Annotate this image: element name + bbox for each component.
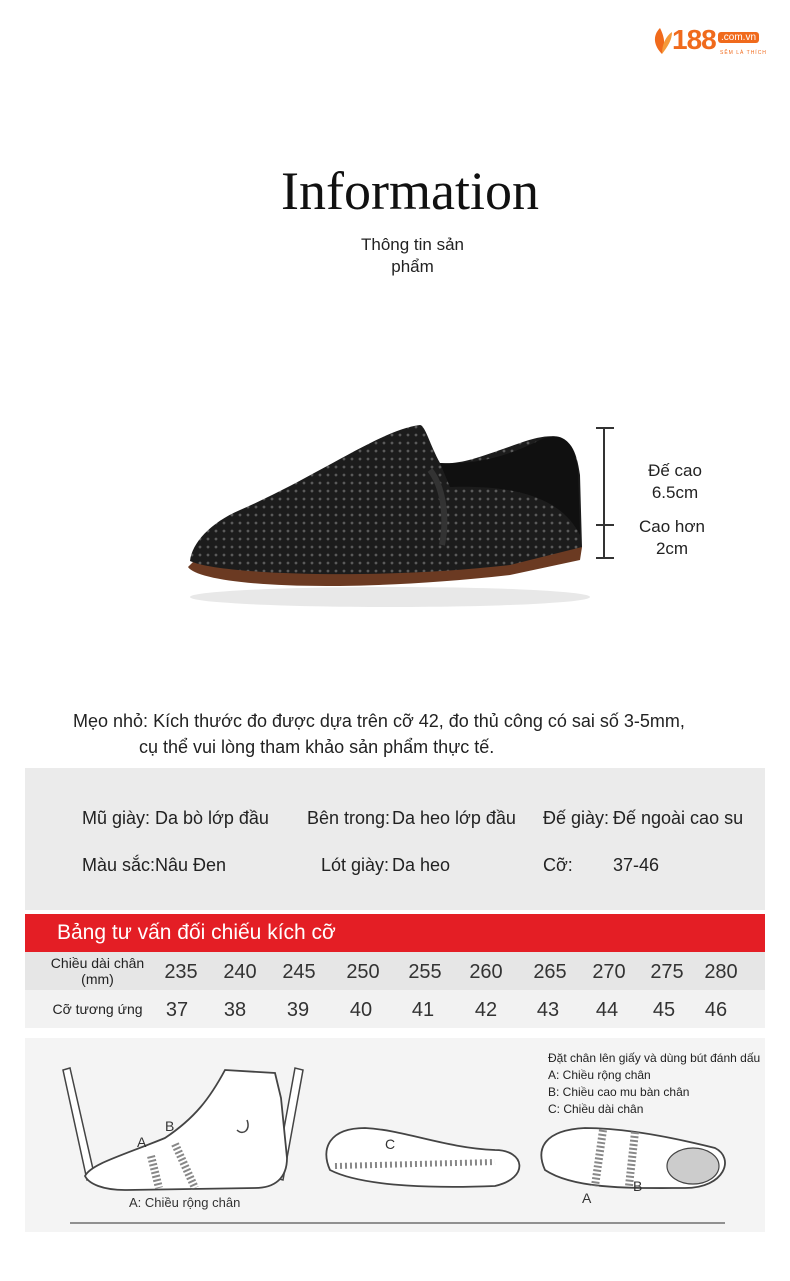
table-cell: 37 <box>165 999 189 1021</box>
table-cell: 260 <box>469 961 503 983</box>
size-row-label: Cỡ tương ứng <box>52 1001 143 1017</box>
spec-panel <box>25 768 765 910</box>
logo-tagline: SẼM LÀ THÍCH <box>720 50 767 56</box>
insole-value: Da heo <box>392 855 451 875</box>
marker-a: A <box>137 1134 147 1150</box>
marker-c: C <box>385 1136 396 1152</box>
table-cell: 245 <box>282 961 316 983</box>
legend-a: A: Chiều rộng chân <box>548 1068 651 1082</box>
marker-a-2: A <box>582 1190 592 1206</box>
size-table <box>25 952 765 1028</box>
table-cell: 255 <box>408 961 442 983</box>
logo-text: 188 <box>672 24 716 55</box>
table-cell: 240 <box>223 961 257 983</box>
table-row <box>25 952 765 990</box>
legend-c: C: Chiều dài chân <box>548 1102 644 1116</box>
table-cell: 43 <box>536 999 560 1021</box>
size-tip <box>73 708 763 760</box>
tip-line-2: cụ thể vui lòng tham khảo sản phẩm thực tế. <box>139 737 495 757</box>
length-row-label: Chiều dài chân (mm) <box>50 955 145 987</box>
sole-value: Đế ngoài cao su <box>613 808 744 828</box>
insole-label: Lót giày: <box>321 855 390 875</box>
table-cell: 39 <box>286 999 310 1021</box>
logo-domain: .com.vn <box>718 32 759 43</box>
size-label: Cỡ: <box>543 855 573 875</box>
size-chart-header <box>25 914 765 952</box>
lining-label: Bên trong: <box>307 808 391 828</box>
table-cell: 41 <box>411 999 435 1021</box>
marker-b-2: B <box>633 1178 643 1194</box>
size-value: 37-46 <box>613 855 660 875</box>
table-cell: 275 <box>650 961 684 983</box>
brand-logo[interactable] <box>650 20 780 72</box>
leaf-icon <box>650 24 674 58</box>
page-title: Information <box>281 161 539 221</box>
foot-measure-diagram <box>25 1038 765 1232</box>
diagram-instructions <box>548 1050 760 1118</box>
diagram-caption: A: Chiều rộng chân <box>129 1195 241 1210</box>
lift-height-label: Cao hơn 2cm <box>639 517 705 558</box>
table-cell: 280 <box>704 961 738 983</box>
table-cell: 270 <box>592 961 626 983</box>
table-cell: 265 <box>533 961 567 983</box>
instruction-text: Đặt chân lên giấy và dùng bút đánh dấu <box>548 1051 761 1065</box>
legend-b: B: Chiều cao mu bàn chân <box>548 1085 690 1099</box>
lining-value: Da heo lớp đầu <box>392 808 516 828</box>
size-chart-title: Bảng tư vấn đối chiếu kích cỡ <box>57 921 336 944</box>
table-cell: 38 <box>223 999 247 1021</box>
table-cell: 250 <box>346 961 380 983</box>
table-cell: 235 <box>164 961 198 983</box>
color-value: Nâu Đen <box>155 855 227 875</box>
color-label: Màu sắc: <box>82 855 156 875</box>
tip-line-1: Kích thước đo được dựa trên cỡ 42, đo thủ công có sai số 3-5mm, <box>153 711 685 731</box>
upper-label: Mũ giày: <box>82 808 151 828</box>
table-cell: 45 <box>652 999 676 1021</box>
page-subtitle: Thông tin sản phẩm <box>360 235 464 276</box>
shoe-image <box>180 415 600 615</box>
table-cell: 44 <box>595 999 619 1021</box>
upper-value: Da bò lớp đầu <box>155 808 269 828</box>
marker-b: B <box>165 1118 175 1134</box>
tip-label: Mẹo nhỏ: <box>73 711 149 731</box>
table-row <box>25 990 765 1028</box>
table-cell: 40 <box>349 999 373 1021</box>
table-cell: 42 <box>474 999 498 1021</box>
table-cell: 46 <box>704 999 728 1021</box>
sole-height-label: Đế cao 6.5cm <box>648 461 702 502</box>
sole-label: Đế giày: <box>543 808 610 828</box>
